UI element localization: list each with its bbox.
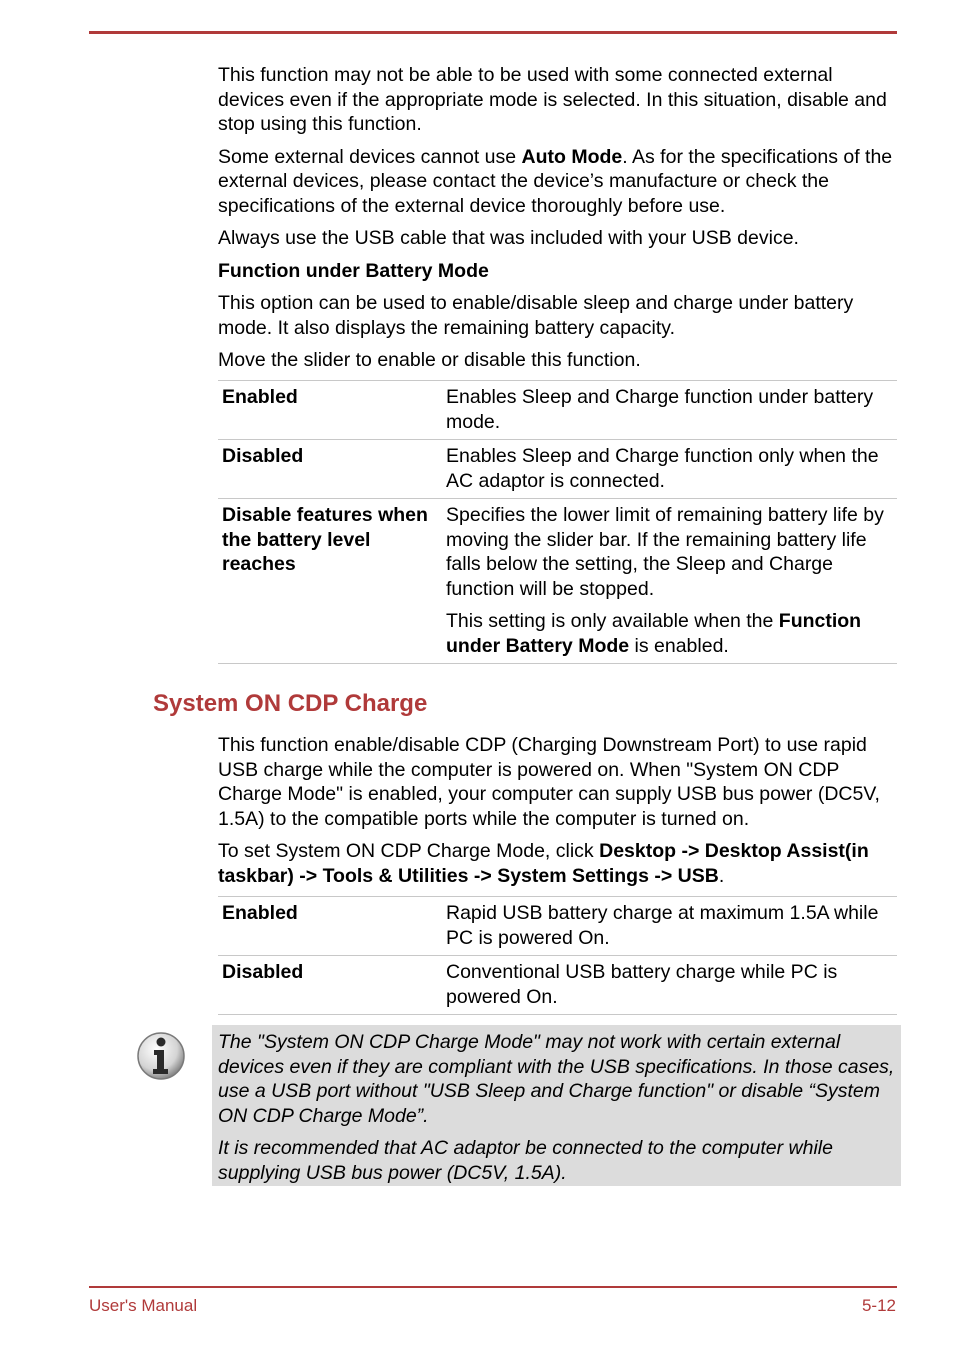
intro-paragraph-2: Some external devices cannot use Auto Mode. As for the specifications of the external devices, please contact the device’s manufacture or check the specifications of the external device thoroughly before use. bbox=[218, 145, 893, 217]
section-title: System ON CDP Charge bbox=[153, 690, 428, 717]
header-rule bbox=[89, 31, 897, 34]
option-value: Enables Sleep and Charge function under battery mode. bbox=[442, 381, 897, 440]
footer-rule bbox=[89, 1286, 897, 1288]
footer-manual-title: User's Manual bbox=[89, 1296, 198, 1315]
battery-mode-table bbox=[218, 380, 897, 664]
option-description: Specifies the lower limit of remaining battery life by moving the slider bar. If the remaining battery life falls below the setting, the Sleep and Charge function will be stopped. bbox=[446, 504, 884, 600]
option-key: Disabled bbox=[218, 956, 442, 1015]
table-row bbox=[218, 440, 897, 499]
note-paragraph-2: It is recommended that AC adaptor be connected to the computer while supplying USB bus power (DC5V, 1.5A). bbox=[218, 1137, 833, 1184]
table-row bbox=[218, 381, 897, 440]
intro-paragraph-1: This function may not be able to be used with some connected external devices even if the appropriate mode is selected. In this situation, disable and stop using this function. bbox=[218, 64, 887, 135]
option-key: Disabled bbox=[218, 440, 442, 499]
option-value: Conventional USB battery charge while PC is powered On. bbox=[442, 956, 897, 1015]
intro-paragraph-4: This option can be used to enable/disable sleep and charge under battery mode. It also displays the remaining battery capacity. bbox=[218, 292, 854, 339]
cdp-paragraph-2: To set System ON CDP Charge Mode, click Desktop -> Desktop Assist(in taskbar) -> Tools & Utilities -> System Settings -> USB. bbox=[218, 840, 869, 887]
cdp-block bbox=[218, 733, 898, 888]
cdp-table bbox=[218, 896, 897, 1015]
option-key: Disable features when the battery level reaches bbox=[218, 499, 442, 664]
footer-page-number: 5-12 bbox=[861, 1296, 896, 1315]
table-row bbox=[218, 499, 897, 664]
intro-paragraph-3: Always use the USB cable that was included with your USB device. bbox=[218, 227, 799, 249]
option-key: Enabled bbox=[218, 897, 442, 956]
subheading-battery-mode: Function under Battery Mode bbox=[218, 259, 489, 282]
intro-block bbox=[218, 63, 898, 373]
table-row bbox=[218, 956, 897, 1015]
note-paragraph-1: The "System ON CDP Charge Mode" may not work with certain external devices even if they are compliant with the USB specifications. In those cases, use a USB port without "USB Sleep and Charge function" or disable “System ON CDP Charge Mode”. bbox=[218, 1031, 895, 1127]
note-text bbox=[218, 1030, 896, 1185]
intro-paragraph-5: Move the slider to enable or disable this function. bbox=[218, 349, 641, 371]
option-availability-note: This setting is only available when the Function under Battery Mode is enabled. bbox=[446, 610, 862, 657]
option-value: Enables Sleep and Charge function only when the AC adaptor is connected. bbox=[442, 440, 897, 499]
option-value: Rapid USB battery charge at maximum 1.5A while PC is powered On. bbox=[442, 897, 897, 956]
info-icon bbox=[136, 1031, 186, 1081]
cdp-paragraph-1: This function enable/disable CDP (Charging Downstream Port) to use rapid USB charge while the computer is powered on. When "System ON CDP Charge Mode" is enabled, your computer can supply USB bus power (DC5V, 1.5A) to the compatible ports while the computer is turned on. bbox=[218, 734, 880, 830]
option-value bbox=[442, 499, 897, 664]
option-key: Enabled bbox=[218, 381, 442, 440]
table-row bbox=[218, 897, 897, 956]
